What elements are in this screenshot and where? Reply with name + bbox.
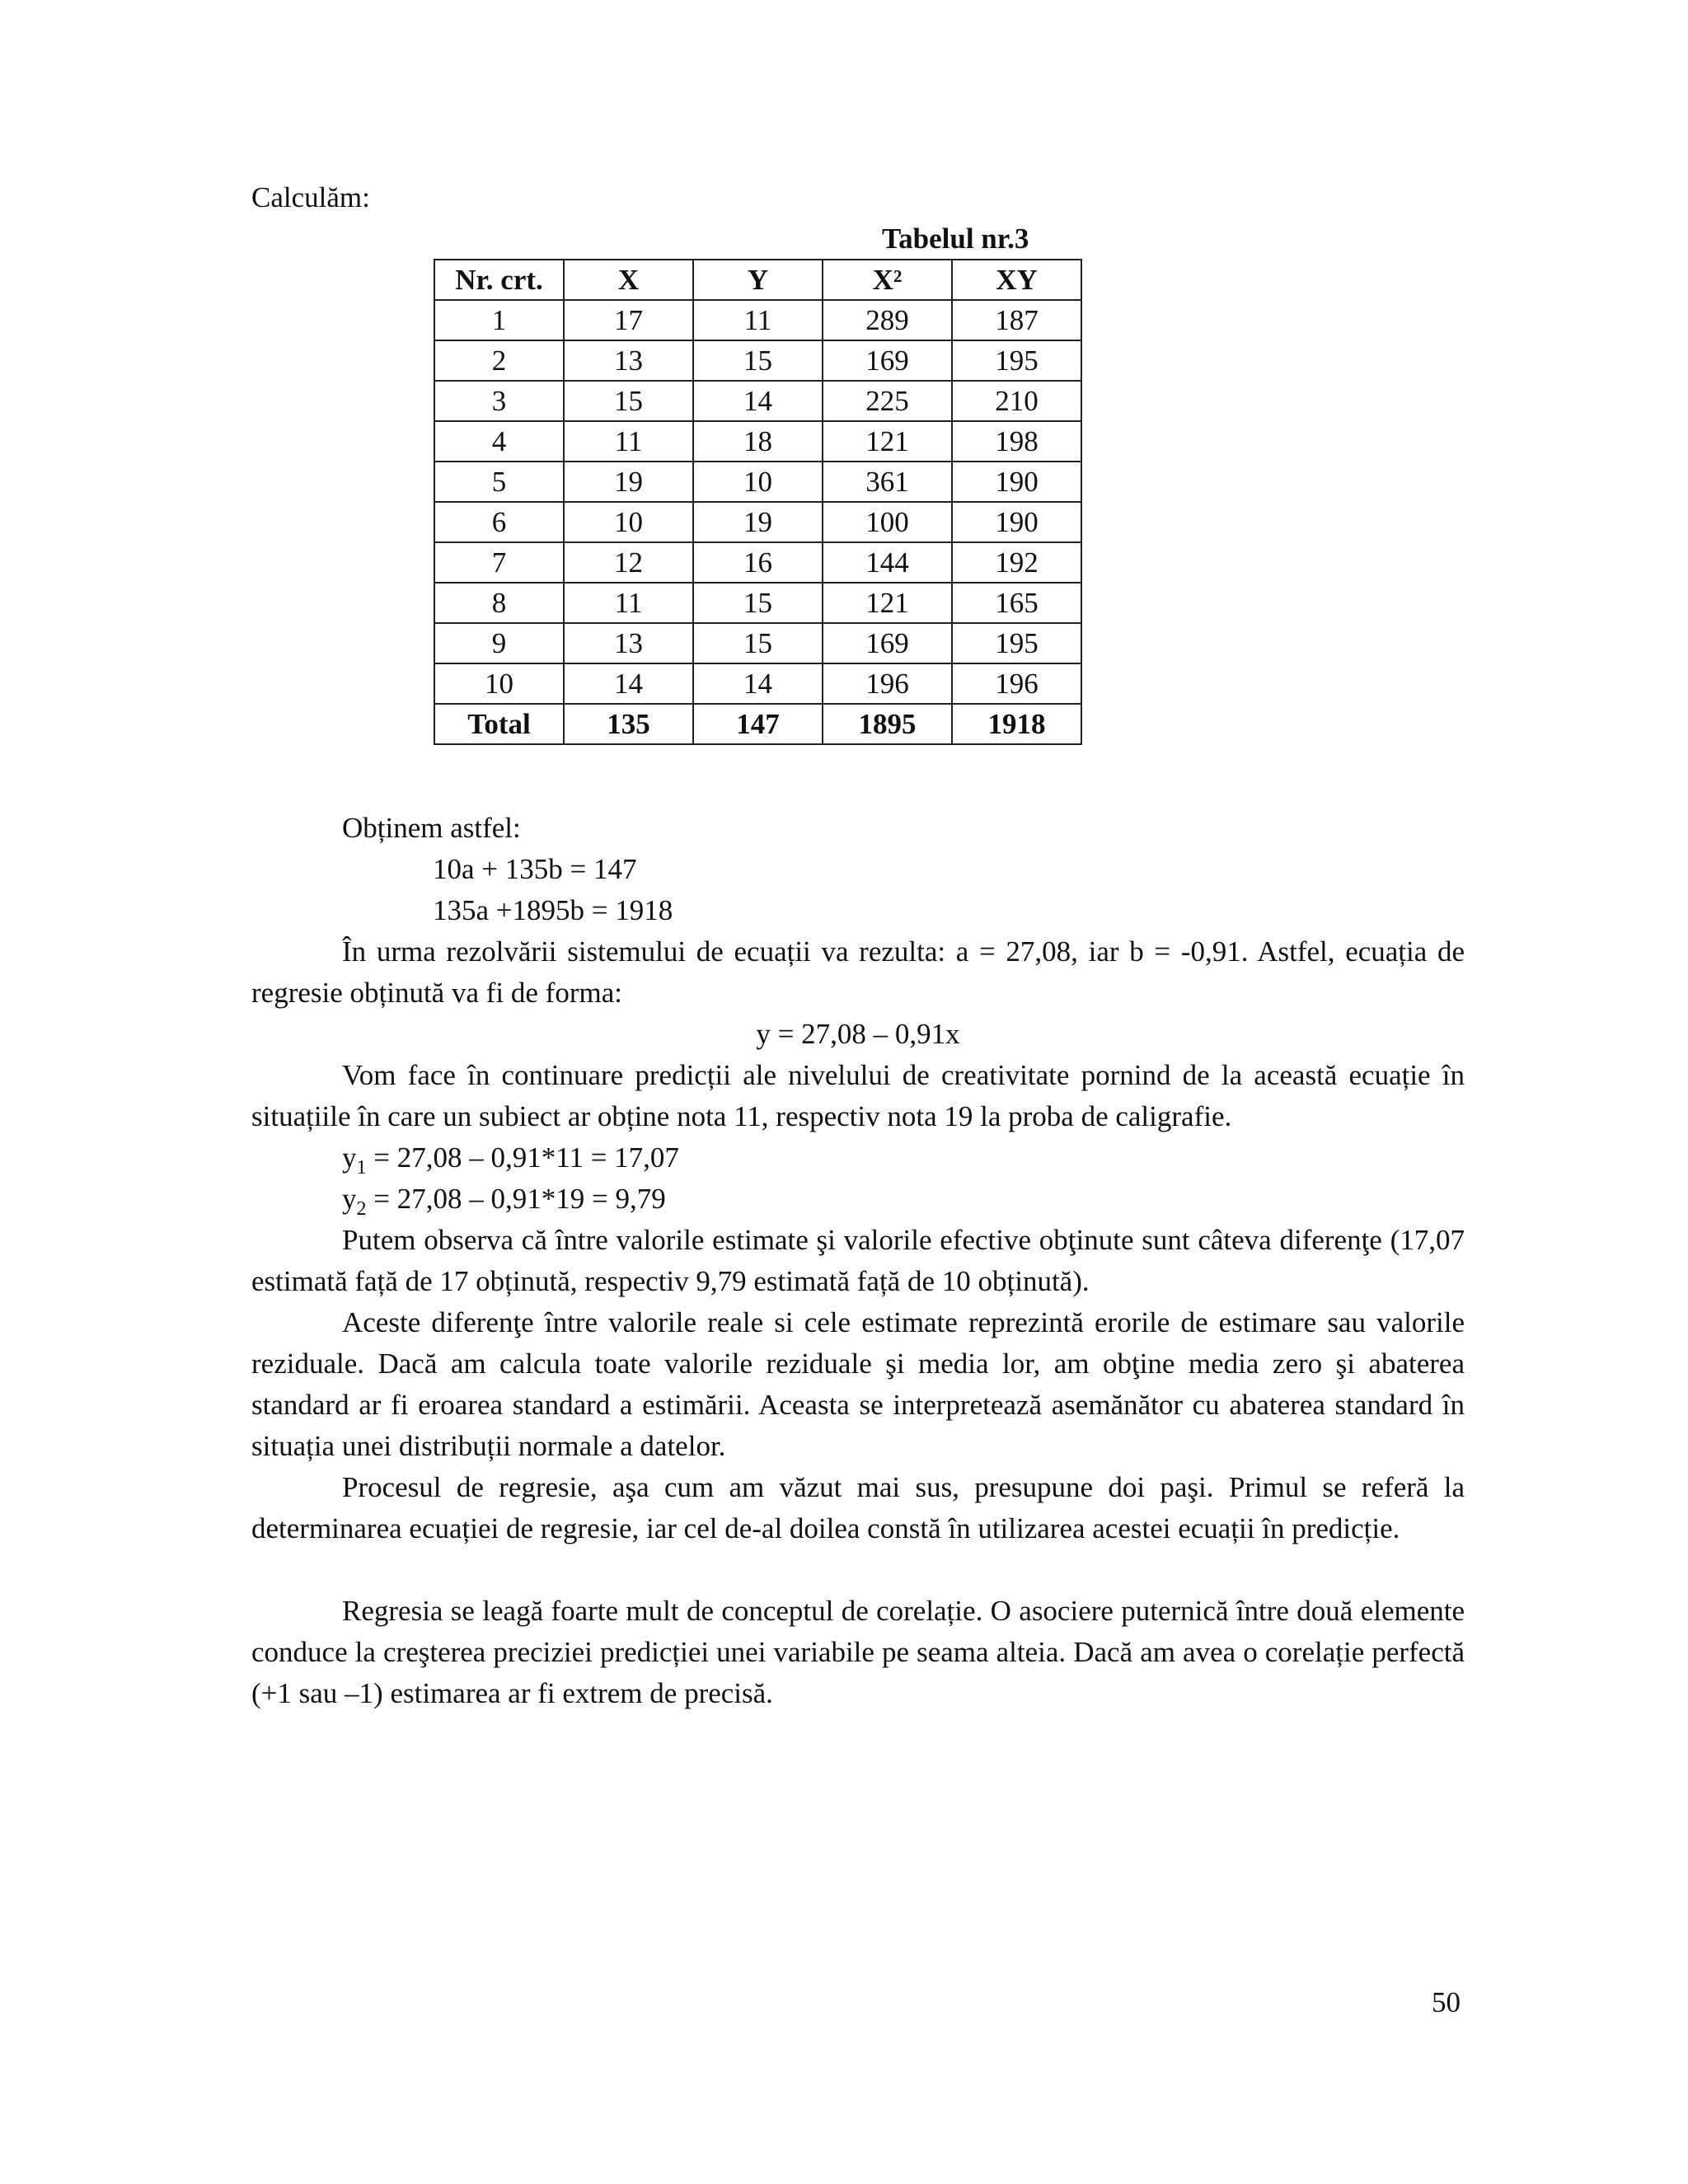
table-cell: 14 <box>693 663 823 704</box>
paragraph-observe: Putem observa că între valorile estimate şi valorile efective obţinute sunt câteva diferenţe (17,07 estimată față de 17 obținută, respectiv 9,79 estimată față de 10 obținută). <box>251 1224 1465 1297</box>
page-number: 50 <box>1432 1986 1461 2018</box>
table-cell: 15 <box>693 340 823 381</box>
table-row <box>434 340 1081 381</box>
table-cell: Total <box>434 704 564 744</box>
table-cell: 187 <box>952 300 1081 340</box>
regression-equation: y = 27,08 – 0,91x <box>756 1018 960 1050</box>
table-cell: 225 <box>823 381 952 421</box>
table-row <box>434 300 1081 340</box>
table-cell: 361 <box>823 462 952 502</box>
table-cell: 289 <box>823 300 952 340</box>
table-row <box>434 381 1081 421</box>
table-cell: 4 <box>434 421 564 462</box>
y1-subscript: 1 <box>356 1157 367 1179</box>
table-cell: 10 <box>434 663 564 704</box>
equation-1: 10a + 135b = 147 <box>433 853 637 885</box>
header-cell: Nr. crt. <box>434 260 564 300</box>
table-cell: 7 <box>434 542 564 583</box>
equation-2: 135a +1895b = 1918 <box>433 894 673 926</box>
table-cell: 169 <box>823 623 952 663</box>
table-cell: 18 <box>693 421 823 462</box>
table-cell: 9 <box>434 623 564 663</box>
table-total-row <box>434 704 1081 744</box>
section-heading: Calculăm: <box>251 181 370 213</box>
table-cell: 190 <box>952 462 1081 502</box>
y2-expression: = 27,08 – 0,91*19 = 9,79 <box>366 1183 666 1215</box>
table-row <box>434 502 1081 542</box>
table-row <box>434 462 1081 502</box>
table-cell: 11 <box>564 583 693 623</box>
prediction-y1 <box>342 1137 679 1179</box>
paragraph-process: Procesul de regresie, aşa cum am văzut mai sus, presupune doi paşi. Primul se referă la determinarea ecuației de regresie, iar cel de-al doilea constă în utilizarea acestei ecuații în predicție. <box>251 1471 1465 1544</box>
table-cell: 8 <box>434 583 564 623</box>
table-cell: 196 <box>952 663 1081 704</box>
data-table <box>434 259 1082 745</box>
table-cell: 195 <box>952 340 1081 381</box>
table-cell: 15 <box>693 623 823 663</box>
paragraph-errors: Aceste diferenţe între valorile reale si cele estimate reprezintă erorile de estimare sau valorile reziduale. Dacă am calcula toate valorile reziduale şi media lor, am obţine media zero şi abaterea standard ar fi eroarea standard a estimării. Aceasta se interpretează asemănător cu abaterea standard în situația unei distribuții normale a datelor. <box>251 1306 1465 1462</box>
table-cell: 14 <box>564 663 693 704</box>
table-cell: 165 <box>952 583 1081 623</box>
y1-expression: = 27,08 – 0,91*11 = 17,07 <box>366 1141 679 1174</box>
table-cell: 190 <box>952 502 1081 542</box>
table-row <box>434 421 1081 462</box>
table-cell: 13 <box>564 340 693 381</box>
paragraph-predictions: Vom face în continuare predicții ale nivelului de creativitate pornind de la această ecuație în situațiile în care un subiect ar obține nota 11, respectiv nota 19 la proba de caligrafie. <box>251 1059 1465 1132</box>
table-body <box>434 300 1081 744</box>
table-cell: 1918 <box>952 704 1081 744</box>
table-cell: 3 <box>434 381 564 421</box>
table-cell: 196 <box>823 663 952 704</box>
table-cell: 144 <box>823 542 952 583</box>
table-cell: 147 <box>693 704 823 744</box>
table-cell: 195 <box>952 623 1081 663</box>
table-cell: 14 <box>693 381 823 421</box>
table-cell: 192 <box>952 542 1081 583</box>
y2-variable: y <box>342 1183 357 1215</box>
table-cell: 10 <box>693 462 823 502</box>
header-cell: X <box>564 260 693 300</box>
table-row <box>434 663 1081 704</box>
table-cell: 15 <box>693 583 823 623</box>
paragraph-result: În urma rezolvării sistemului de ecuații va rezulta: a = 27,08, iar b = -0,91. Astfel, ecuația de regresie obținută va fi de forma: <box>251 935 1465 1009</box>
table-cell: 121 <box>823 421 952 462</box>
table-row <box>434 583 1081 623</box>
table-cell: 6 <box>434 502 564 542</box>
header-cell: Y <box>693 260 823 300</box>
table-cell: 5 <box>434 462 564 502</box>
table-cell: 135 <box>564 704 693 744</box>
table-cell: 19 <box>693 502 823 542</box>
table-cell: 12 <box>564 542 693 583</box>
table-cell: 16 <box>693 542 823 583</box>
y1-variable: y <box>342 1141 357 1174</box>
table-row <box>434 542 1081 583</box>
table-row <box>434 623 1081 663</box>
table-cell: 1895 <box>823 704 952 744</box>
table-cell: 10 <box>564 502 693 542</box>
table-cell: 11 <box>693 300 823 340</box>
table-cell: 121 <box>823 583 952 623</box>
prediction-y2 <box>342 1179 666 1220</box>
paragraph-correlation: Regresia se leagă foarte mult de conceptul de corelație. O asociere puternică între două elemente conduce la creşterea preciziei predicției unei variabile pe seama alteia. Dacă am avea o corelație perfectă (+1 sau –1) estimarea ar fi extrem de precisă. <box>251 1595 1465 1709</box>
table-cell: 15 <box>564 381 693 421</box>
table-caption: Tabelul nr.3 <box>882 223 1029 255</box>
table-cell: 13 <box>564 623 693 663</box>
table-cell: 1 <box>434 300 564 340</box>
header-cell: XY <box>952 260 1081 300</box>
header-cell: X² <box>823 260 952 300</box>
table-cell: 17 <box>564 300 693 340</box>
table-cell: 198 <box>952 421 1081 462</box>
table-cell: 2 <box>434 340 564 381</box>
table-cell: 210 <box>952 381 1081 421</box>
y2-subscript: 2 <box>356 1198 367 1220</box>
table-cell: 169 <box>823 340 952 381</box>
table-header-row <box>434 260 1081 300</box>
table-cell: 11 <box>564 421 693 462</box>
table-cell: 19 <box>564 462 693 502</box>
table-cell: 100 <box>823 502 952 542</box>
obtinem-line: Obținem astfel: <box>342 812 521 844</box>
